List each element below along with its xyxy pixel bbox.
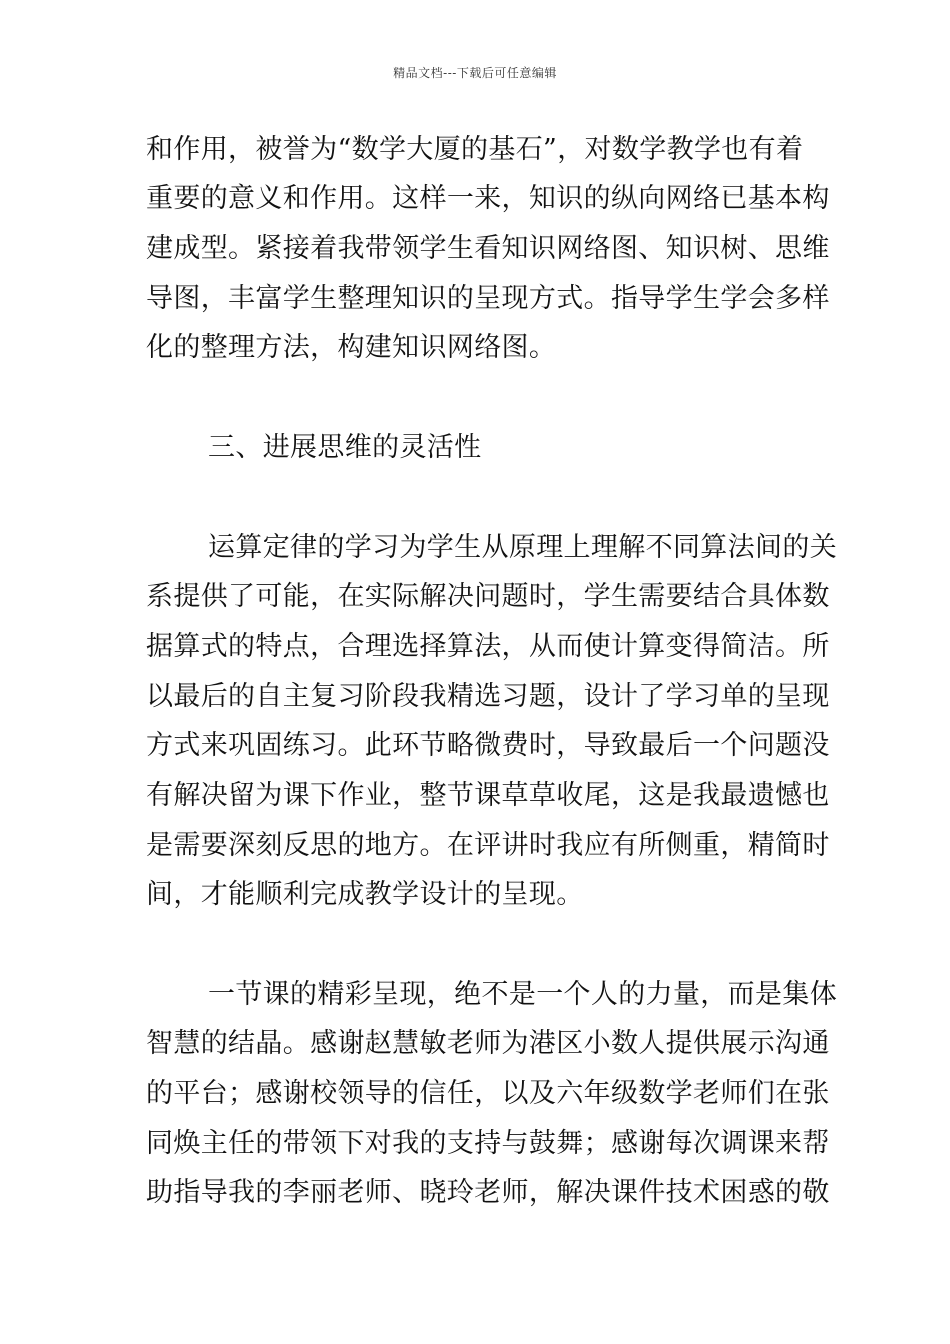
- paragraph-3-line-7: 是需要深刻反思的地方。在评讲时我应有所侧重，精简时: [146, 830, 830, 861]
- paragraph-1-line-5: 化的整理方法，构建知识网络图。: [146, 332, 557, 363]
- paragraph-4-line-2: 智慧的结晶。感谢赵慧敏老师为港区小数人提供展示沟通: [146, 1028, 830, 1059]
- paragraph-4-line-1: 一节课的精彩呈现，绝不是一个人的力量，而是集体: [208, 979, 838, 1010]
- paragraph-1-line-2: 重要的意义和作用。这样一来，知识的纵向网络已基本构: [146, 183, 830, 214]
- paragraph-4-line-3: 的平台；感谢校领导的信任，以及六年级数学老师们在张: [146, 1078, 830, 1109]
- paragraph-3-line-4: 以最后的自主复习阶段我精选习题，设计了学习单的呈现: [146, 681, 830, 712]
- paragraph-3-line-8: 间，才能顺利完成教学设计的呈现。: [146, 879, 584, 910]
- paragraph-3-line-2: 系提供了可能，在实际解决问题时，学生需要结合具体数: [146, 581, 830, 612]
- paragraph-3-line-3: 据算式的特点，合理选择算法，从而使计算变得简洁。所: [146, 631, 830, 662]
- paragraph-3-line-6: 有解决留为课下作业，整节课草草收尾，这是我最遗憾也: [146, 780, 830, 811]
- paragraph-4-line-4: 同焕主任的带领下对我的支持与鼓舞；感谢每次调课来帮: [146, 1128, 830, 1159]
- paragraph-1-line-4: 导图，丰富学生整理知识的呈现方式。指导学生学会多样: [146, 283, 830, 314]
- paragraph-4-line-5: 助指导我的李丽老师、晓玲老师，解决课件技术困惑的敬: [146, 1177, 830, 1208]
- paragraph-1-line-3: 建成型。紧接着我带领学生看知识网络图、知识树、思维: [146, 233, 830, 264]
- paragraph-1-line-1: 和作用，被誉为“数学大厦的基石”，对数学教学也有着: [146, 134, 804, 165]
- page-header: 精品文档---下载后可任意编辑: [393, 66, 557, 80]
- paragraph-3-line-5: 方式来巩固练习。此环节略微费时，导致最后一个问题没: [146, 730, 830, 761]
- paragraph-3-line-1: 运算定律的学习为学生从原理上理解不同算法间的关: [208, 532, 838, 563]
- section-heading: 三、进展思维的灵活性: [208, 432, 482, 463]
